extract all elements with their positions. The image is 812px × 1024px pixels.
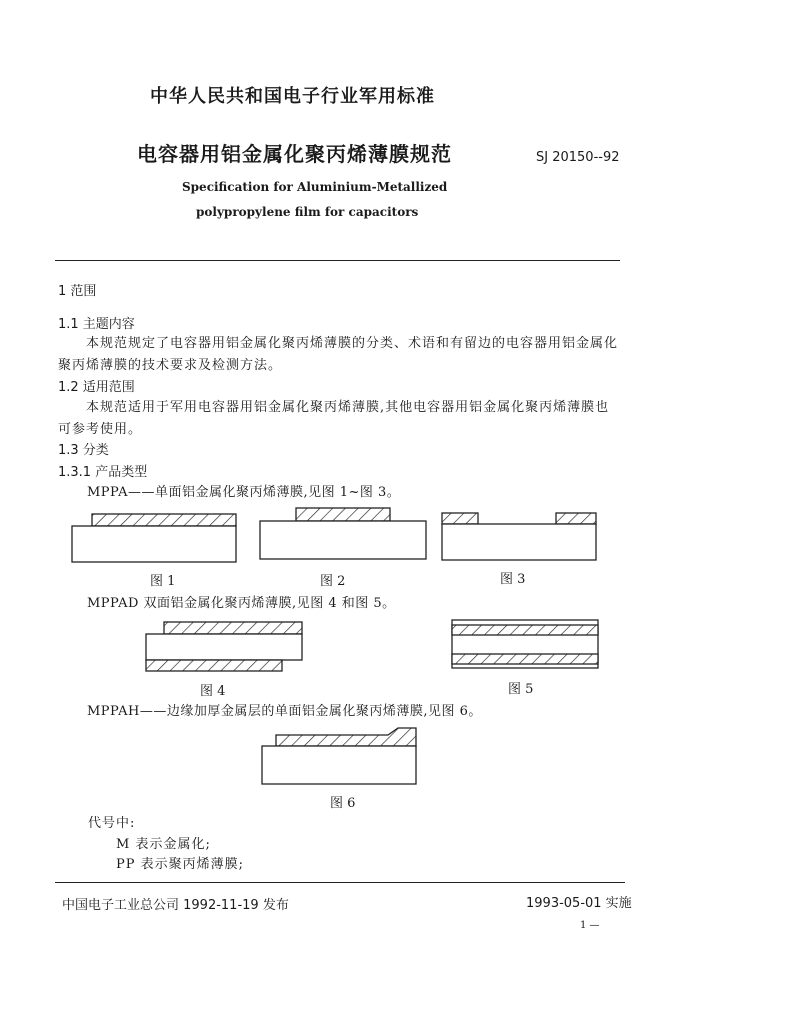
code-pp: PP 表示聚丙烯薄膜; [116, 857, 245, 872]
standard-number: SJ 20150--92 [536, 150, 620, 165]
figure-4-label: 图 4 [200, 684, 226, 699]
publisher-line: 中国电子工业总公司 1992-11-19 发布 [62, 898, 289, 913]
figure-1-label: 图 1 [150, 574, 176, 589]
footer-rule [55, 882, 625, 883]
codes-intro: 代号中: [88, 816, 136, 831]
mppah-description: MPPAH——边缘加厚金属层的单面铝金属化聚丙烯薄膜,见图 6。 [87, 704, 482, 719]
section-1-2-heading: 1.2 适用范围 [58, 380, 135, 395]
title-cn: 电容器用铝金属化聚丙烯薄膜规范 [137, 142, 452, 166]
figure-5-label: 图 5 [508, 682, 534, 697]
mppad-description: MPPAD 双面铝金属化聚丙烯薄膜,见图 4 和图 5。 [87, 596, 396, 611]
section-1-3-heading: 1.3 分类 [58, 443, 109, 458]
section-1-2-para-line-2: 可参考使用。 [58, 422, 143, 437]
figure-6-diagram [260, 726, 420, 788]
effective-date: 1993-05-01 实施 [526, 896, 632, 911]
section-1-3-1-heading: 1.3.1 产品类型 [58, 465, 148, 480]
section-1-1-para-line-2: 聚丙烯薄膜的技术要求及检测方法。 [58, 358, 283, 373]
section-1-2-para-line-1: 本规范适用于军用电容器用铝金属化聚丙烯薄膜,其他电容器用铝金属化聚丙烯薄膜也 [86, 400, 610, 415]
section-1-1-heading: 1.1 主题内容 [58, 317, 135, 332]
figure-3-label: 图 3 [500, 572, 526, 587]
figure-2-diagram [258, 506, 430, 562]
figure-6-label: 图 6 [330, 796, 356, 811]
title-en-line-1: Specification for Aluminium-Metallized [182, 180, 448, 194]
section-1-heading: 1 范围 [58, 284, 97, 299]
header-rule [55, 260, 620, 261]
code-m: M 表示金属化; [116, 837, 211, 852]
figure-2-label: 图 2 [320, 574, 346, 589]
title-en-line-2: polypropylene film for capacitors [196, 205, 419, 219]
section-1-1-para-line-1: 本规范规定了电容器用铝金属化聚丙烯薄膜的分类、术语和有留边的电容器用铝金属化 [86, 336, 619, 351]
mppa-description: MPPA——单面铝金属化聚丙烯薄膜,见图 1~图 3。 [87, 485, 401, 500]
figure-5-diagram [450, 618, 602, 670]
figure-1-diagram [70, 512, 240, 564]
figure-3-diagram [440, 511, 602, 563]
page-number: 1 — [580, 920, 600, 931]
org-line: 中华人民共和国电子行业军用标准 [150, 86, 435, 107]
figure-4-diagram [144, 620, 306, 674]
